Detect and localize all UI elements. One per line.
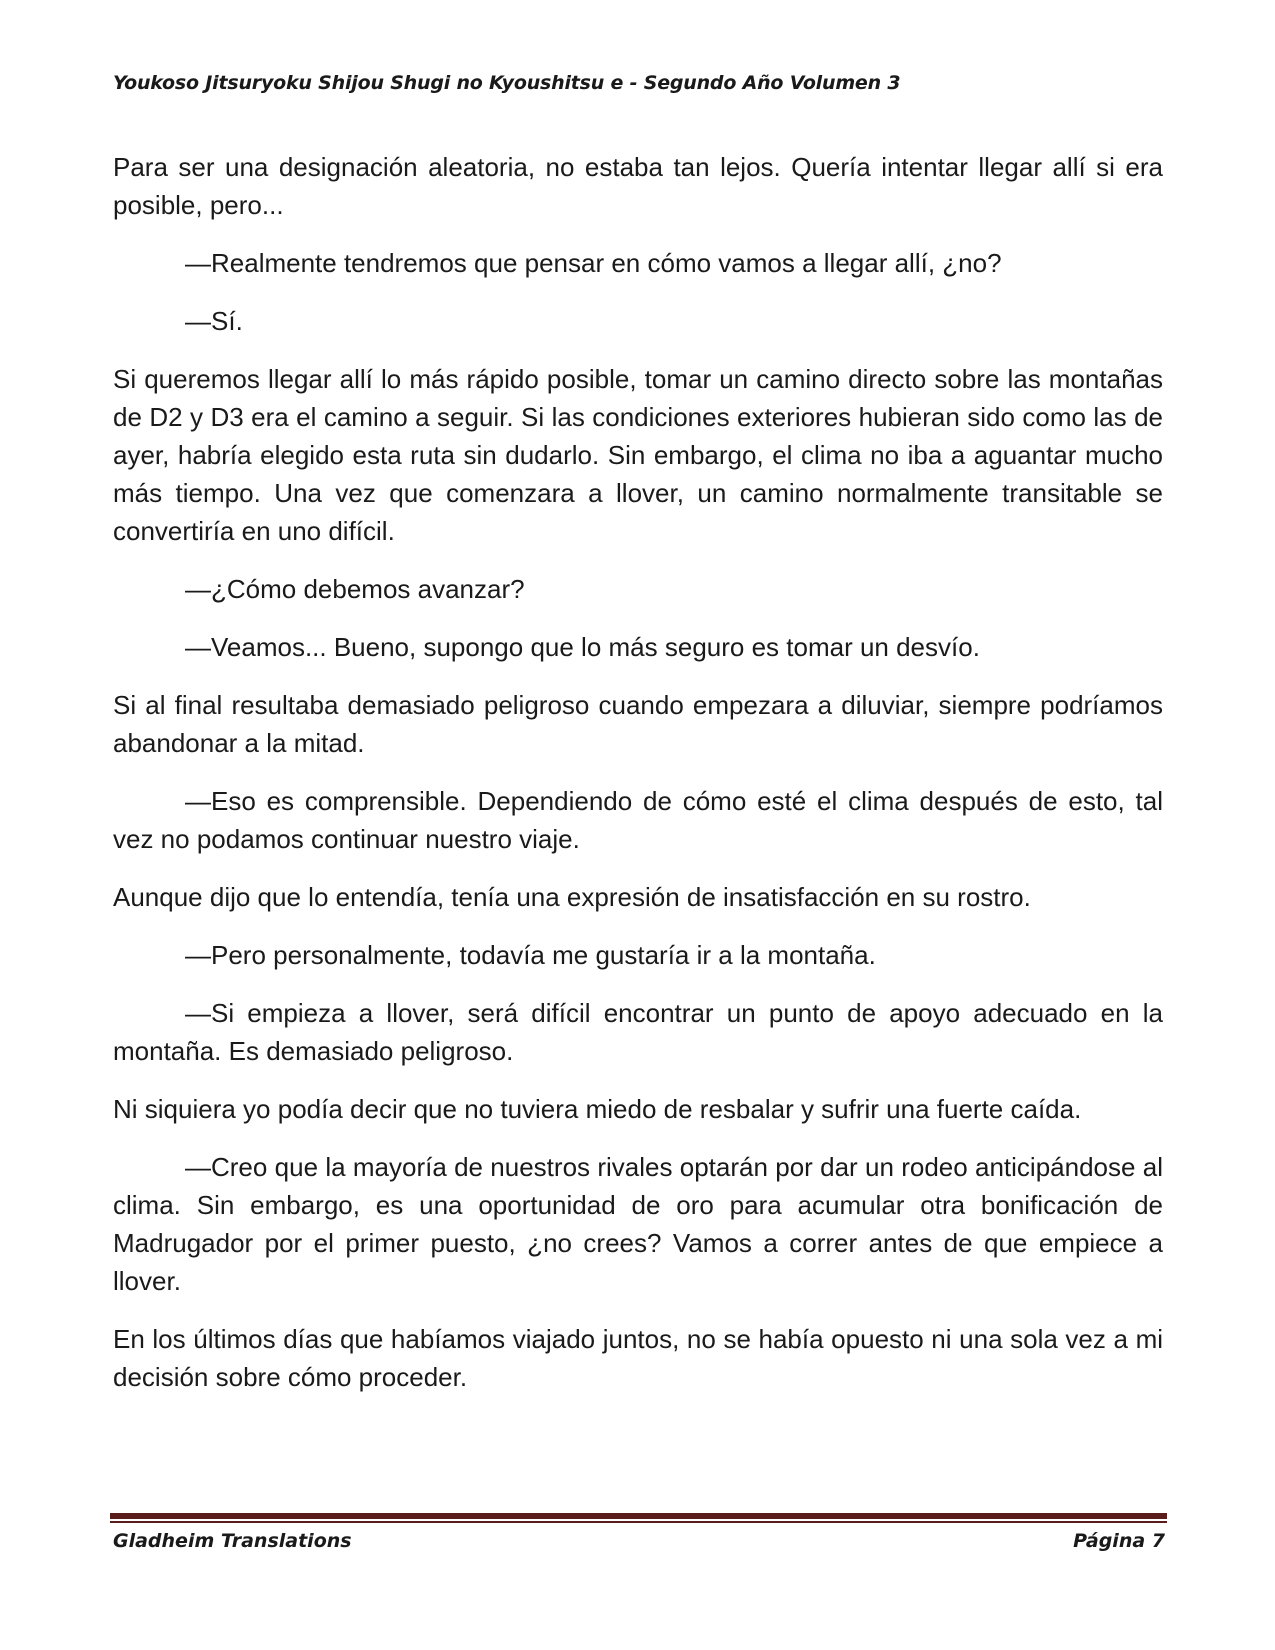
- paragraph-1: Para ser una designación aleatoria, no estaba tan lejos. Quería intentar llegar allí si era posible, pero...: [113, 152, 1163, 220]
- page-number: Página 7: [1073, 1530, 1165, 1552]
- dialogue-line-8: —Creo que la mayoría de nuestros rivales optarán por dar un rodeo anticipándose al clima. Sin embargo, es una oportunidad de oro para acumular otra bonificación de Madrugador por el primer puesto, ¿no crees? Vamos a correr antes de que empiece a llover.: [113, 1152, 1163, 1296]
- footer-credit: Gladheim Translations: [113, 1530, 352, 1552]
- paragraph-6: En los últimos días que habíamos viajado juntos, no se había opuesto ni una sola vez a mi decisión sobre cómo proceder.: [113, 1324, 1163, 1392]
- dialogue-line-2: —Sí.: [185, 306, 243, 336]
- footer-divider: [110, 1513, 1167, 1523]
- paragraph-4: Aunque dijo que lo entendía, tenía una expresión de insatisfacción en su rostro.: [113, 882, 1031, 912]
- paragraph-2: Si queremos llegar allí lo más rápido posible, tomar un camino directo sobre las montañas de D2 y D3 era el camino a seguir. Si las condiciones exteriores hubieran sido como las de ayer, habría elegido esta ruta sin dudarlo. Sin embargo, el clima no iba a aguantar mucho más tiempo. Una vez que comenzara a llover, un camino normalmente transitable se convertiría en uno difícil.: [113, 364, 1163, 546]
- dialogue-line-1: —Realmente tendremos que pensar en cómo vamos a llegar allí, ¿no?: [185, 248, 1002, 278]
- dialogue-line-5: —Eso es comprensible. Dependiendo de cómo esté el clima después de esto, tal vez no podamos continuar nuestro viaje.: [113, 786, 1163, 854]
- dialogue-line-6: —Pero personalmente, todavía me gustaría ir a la montaña.: [185, 940, 876, 970]
- paragraph-5: Ni siquiera yo podía decir que no tuviera miedo de resbalar y sufrir una fuerte caída.: [113, 1094, 1082, 1124]
- dialogue-line-7: —Si empieza a llover, será difícil encontrar un punto de apoyo adecuado en la montaña. Es demasiado peligroso.: [113, 998, 1163, 1066]
- page-header-title: Youkoso Jitsuryoku Shijou Shugi no Kyoushitsu e - Segundo Año Volumen 3: [113, 72, 901, 94]
- dialogue-line-4: —Veamos... Bueno, supongo que lo más seguro es tomar un desvío.: [185, 632, 980, 662]
- paragraph-3: Si al final resultaba demasiado peligroso cuando empezara a diluviar, siempre podríamos abandonar a la mitad.: [113, 690, 1163, 758]
- dialogue-line-3: —¿Cómo debemos avanzar?: [185, 574, 525, 604]
- document-body: [113, 148, 1163, 1416]
- footer-divider-thin-line: [110, 1521, 1167, 1523]
- footer-divider-thick-line: [110, 1513, 1167, 1519]
